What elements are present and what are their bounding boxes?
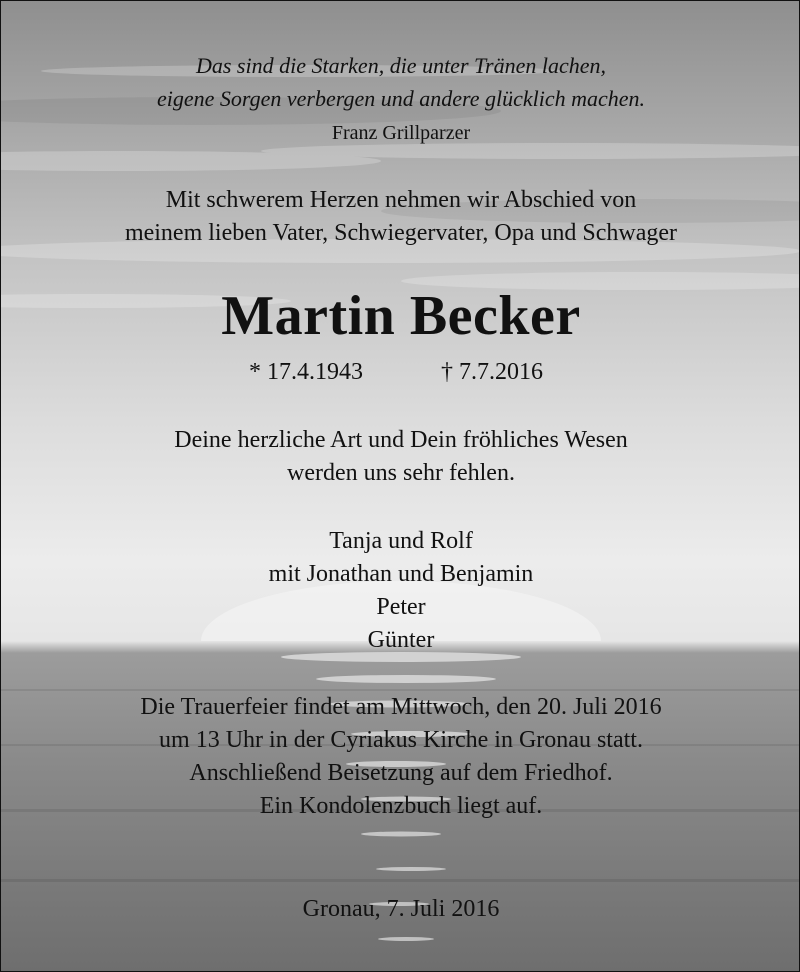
mourner-4: Günter: [367, 627, 435, 653]
mourner-1: Tanja und Rolf: [329, 528, 473, 554]
service-line-3: Anschließend Beisetzung auf dem Friedhof.: [189, 760, 613, 786]
intro-line-1: Mit schwerem Herzen nehmen wir Abschied von: [165, 187, 637, 213]
death-date: † 7.7.2016: [441, 359, 543, 385]
quote-line-2: eigene Sorgen verbergen und andere glücklich machen.: [156, 86, 646, 111]
mourner-2: mit Jonathan und Benjamin: [268, 561, 534, 587]
quote-author: Franz Grillparzer: [331, 122, 471, 144]
service-line-1: Die Trauerfeier findet am Mittwoch, den 20. Juli 2016: [140, 694, 662, 720]
service-line-2: um 13 Uhr in der Cyriakus Kirche in Gronau statt.: [159, 727, 643, 753]
service-line-4: Ein Kondolenzbuch liegt auf.: [259, 793, 543, 819]
mourner-3: Peter: [376, 594, 426, 620]
deceased-name: Martin Becker: [221, 285, 581, 347]
intro-line-2: meinem lieben Vater, Schwiegervater, Opa und Schwager: [124, 220, 678, 246]
quote-line-1: Das sind die Starken, die unter Tränen lachen,: [195, 53, 606, 78]
life-dates: [1, 359, 800, 389]
tribute-line-2: werden uns sehr fehlen.: [287, 460, 515, 486]
place-date: Gronau, 7. Juli 2016: [302, 896, 500, 922]
tribute-line-1: Deine herzliche Art und Dein fröhliches Wesen: [174, 427, 628, 453]
birth-date: * 17.4.1943: [249, 359, 363, 385]
